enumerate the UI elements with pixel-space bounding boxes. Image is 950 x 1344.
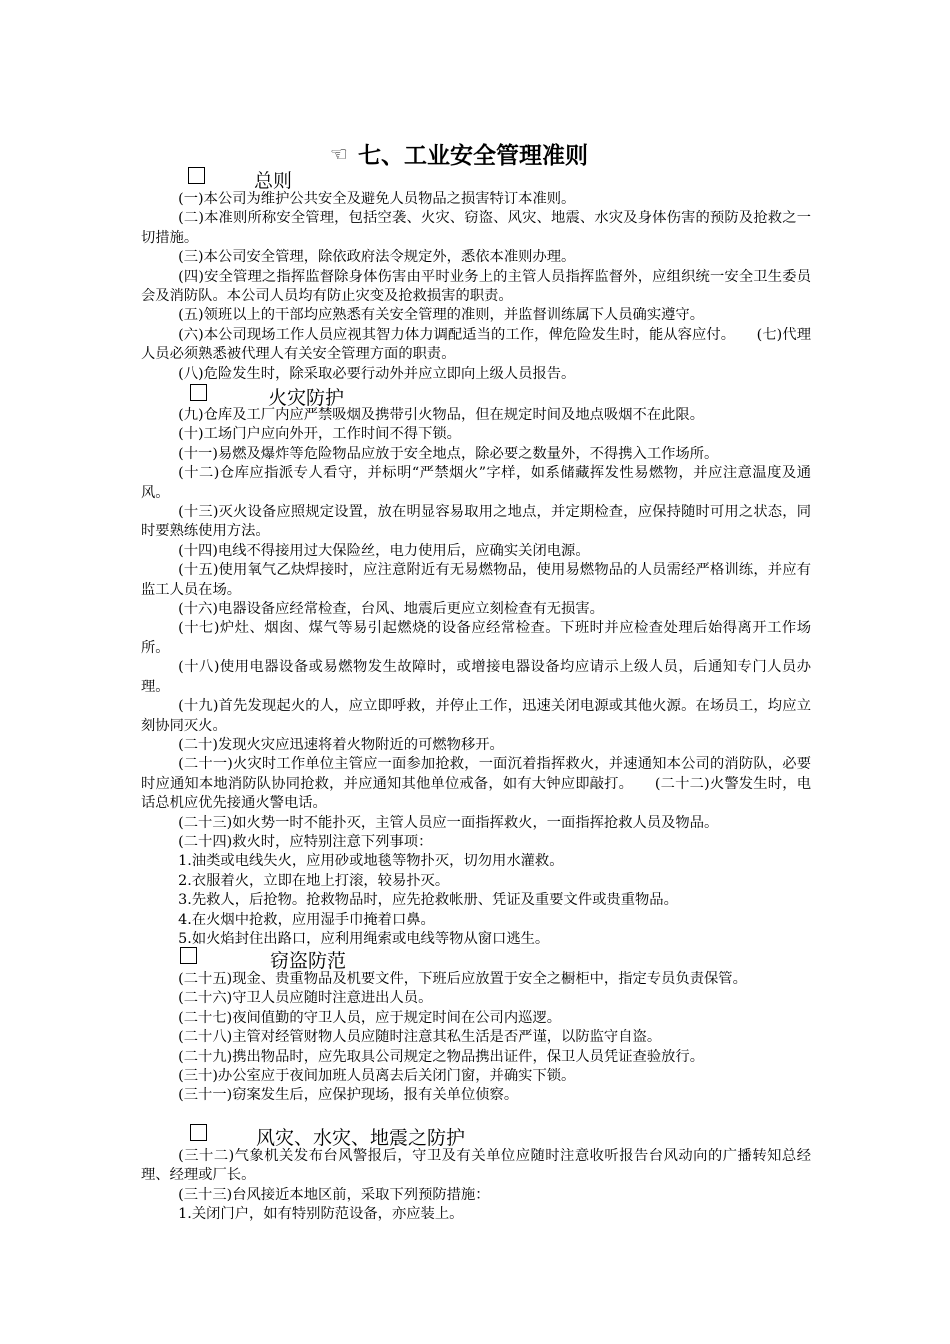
section-heading-theft: 窃盗防范 [180, 946, 197, 968]
section-body-fire [141, 406, 811, 949]
section-heading-fire: 火灾防护 [190, 383, 207, 405]
checkbox-square-icon [190, 1124, 207, 1141]
paragraph: (三十二)气象机关发布台风警报后，守卫及有关单位应随时注意收听报告台风动向的广播转知总经理、经理或厂长。 [141, 1148, 811, 1184]
paragraph: (二)本准则所称安全管理，包括空袭、火灾、窃盗、风灾、地震、水灾及身体伤害的预防及抢救之一切措施。 [141, 210, 811, 246]
paragraph: (二十八)主管对经管财物人员应随时注意其私生活是否严谨，以防监守自盗。 [178, 1029, 662, 1046]
paragraph: (五)领班以上的干部均应熟悉有关安全管理的准则，并监督训练属下人员确实遵守。 [178, 307, 705, 324]
paragraph: (三十一)窃案发生后，应保护现场，报有关单位侦察。 [178, 1087, 519, 1104]
paragraph: (十五)使用氧气乙炔焊接时，应注意附近有无易燃物品，使用易燃物品的人员需经严格训练，并应有监工人员在场。 [141, 562, 811, 598]
list-item: 2.衣服着火，立即在地上打滚，较易扑灭。 [178, 872, 450, 889]
section-body-general [141, 190, 811, 384]
paragraph: (十二)仓库应指派专人看守，并标明“严禁烟火”字样，如系储藏挥发性易燃物，并应注意温度及通风。 [141, 465, 811, 501]
checkbox-square-icon [190, 384, 207, 401]
paragraph: (四)安全管理之指挥监督除身体伤害由平时业务上的主管人员指挥监督外，应组织统一安全卫生委员会及消防队。本公司人员均有防止灾变及抢救损害的职责。 [141, 268, 811, 305]
paragraph: (十三)灭火设备应照规定设置，放在明显容易取用之地点，并定期检查，应保持随时可用之状态，同时要熟练使用方法。 [141, 504, 811, 540]
pointing-hand-icon: ☜ [330, 142, 348, 166]
paragraph: (十六)电器设备应经常检查，台风、地震后更应立刻检查有无损害。 [178, 601, 604, 618]
paragraph: (十九)首先发现起火的人，应立即呼救，并停止工作，迅速关闭电源或其他火源。在场员工，均应立刻协同灭火。 [141, 698, 811, 734]
paragraph: (二十五)现金、贵重物品及机要文件，下班后应放置于安全之橱柜中，指定专员负责保管。 [178, 971, 747, 987]
paragraph: (二十三)如火势一时不能扑灭，主管人员应一面指挥救火，一面指挥抢救人员及物品。 [178, 814, 719, 831]
checkbox-square-icon [180, 947, 197, 964]
paragraph: (三十)办公室应于夜间加班人员离去后关闭门窗，并确实下锁。 [178, 1068, 576, 1085]
list-item: 4.在火烟中抢救，应用湿手巾掩着口鼻。 [178, 911, 435, 928]
paragraph: (十一)易燃及爆炸等危险物品应放于安全地点，除必要之数量外，不得携入工作场所。 [178, 445, 719, 462]
paragraph: (三)本公司安全管理，除依政府法令规定外，悉依本准则办理。 [178, 249, 576, 266]
paragraph: (二十七)夜间值勤的守卫人员，应于规定时间在公司内巡逻。 [178, 1009, 562, 1026]
paragraph: (二十四)救火时，应特别注意下列事项： [178, 833, 433, 850]
list-item: 1.关闭门户，如有特别防范设备，亦应装上。 [178, 1206, 464, 1223]
document-title: ☜ 七、工业安全管理准则 [330, 142, 588, 169]
paragraph: (二十一)火灾时工作单位主管应一面参加抢救，一面沉着指挥救火，并速通知本公司的消防队，必要时应通知本地消防队协同抢救，并应通知其他单位戒备，如有大钟应即敲打。 (二十二)火警发生时，电话总机应优先接通火警电话。 [141, 756, 811, 812]
paragraph: (九)仓库及工厂内应严禁吸烟及携带引火物品，但在规定时间及地点吸烟不在此限。 [178, 407, 705, 423]
section-heading-disasters: 风灾、水灾、地震之防护 [190, 1123, 207, 1145]
section-body-disasters [141, 1147, 811, 1225]
paragraph: (十七)炉灶、烟囱、煤气等易引起燃烧的设备应经常检查。下班时并应检查处理后始得离开工作场所。 [141, 620, 811, 656]
paragraph: (十四)电线不得接用过大保险丝，电力使用后，应确实关闭电源。 [178, 542, 590, 559]
list-item: 3.先救人，后抢物。抢救物品时，应先抢救帐册、凭证及重要文件或贵重物品。 [178, 892, 678, 909]
checkbox-square-icon [188, 167, 205, 184]
paragraph: (二十九)携出物品时，应先取具公司规定之物品携出证件，保卫人员凭证查验放行。 [178, 1048, 705, 1065]
paragraph: (二十)发现火灾应迅速将着火物附近的可燃物移开。 [178, 736, 504, 753]
paragraph: (一)本公司为维护公共安全及避免人员物品之损害特订本准则。 [178, 191, 576, 207]
list-item: 5.如火焰封住出路口，应利用绳索或电线等物从窗口逃生。 [178, 930, 550, 947]
section-heading-general: 总则 [188, 166, 205, 188]
paragraph: (六)本公司现场工作人员应视其智力体力调配适当的工作，俾危险发生时，能从容应付。 (七)代理人员必须熟悉被代理人有关安全管理方面的职责。 [141, 326, 811, 363]
paragraph: (八)危险发生时，除采取必要行动外并应立即向上级人员报告。 [178, 365, 576, 382]
paragraph: (十八)使用电器设备或易燃物发生故障时，或增接电器设备均应请示上级人员，后通知专门人员办理。 [141, 659, 811, 695]
paragraph: (二十六)守卫人员应随时注意进出人员。 [178, 990, 433, 1007]
list-item: 1.油类或电线失火，应用砂或地毯等物扑灭，切勿用水灌救。 [178, 853, 564, 870]
section-body-theft [141, 970, 811, 1106]
paragraph: (十)工场门户应向外开，工作时间不得下锁。 [178, 426, 461, 443]
paragraph: (三十三)台风接近本地区前，采取下列预防措施： [178, 1186, 490, 1203]
